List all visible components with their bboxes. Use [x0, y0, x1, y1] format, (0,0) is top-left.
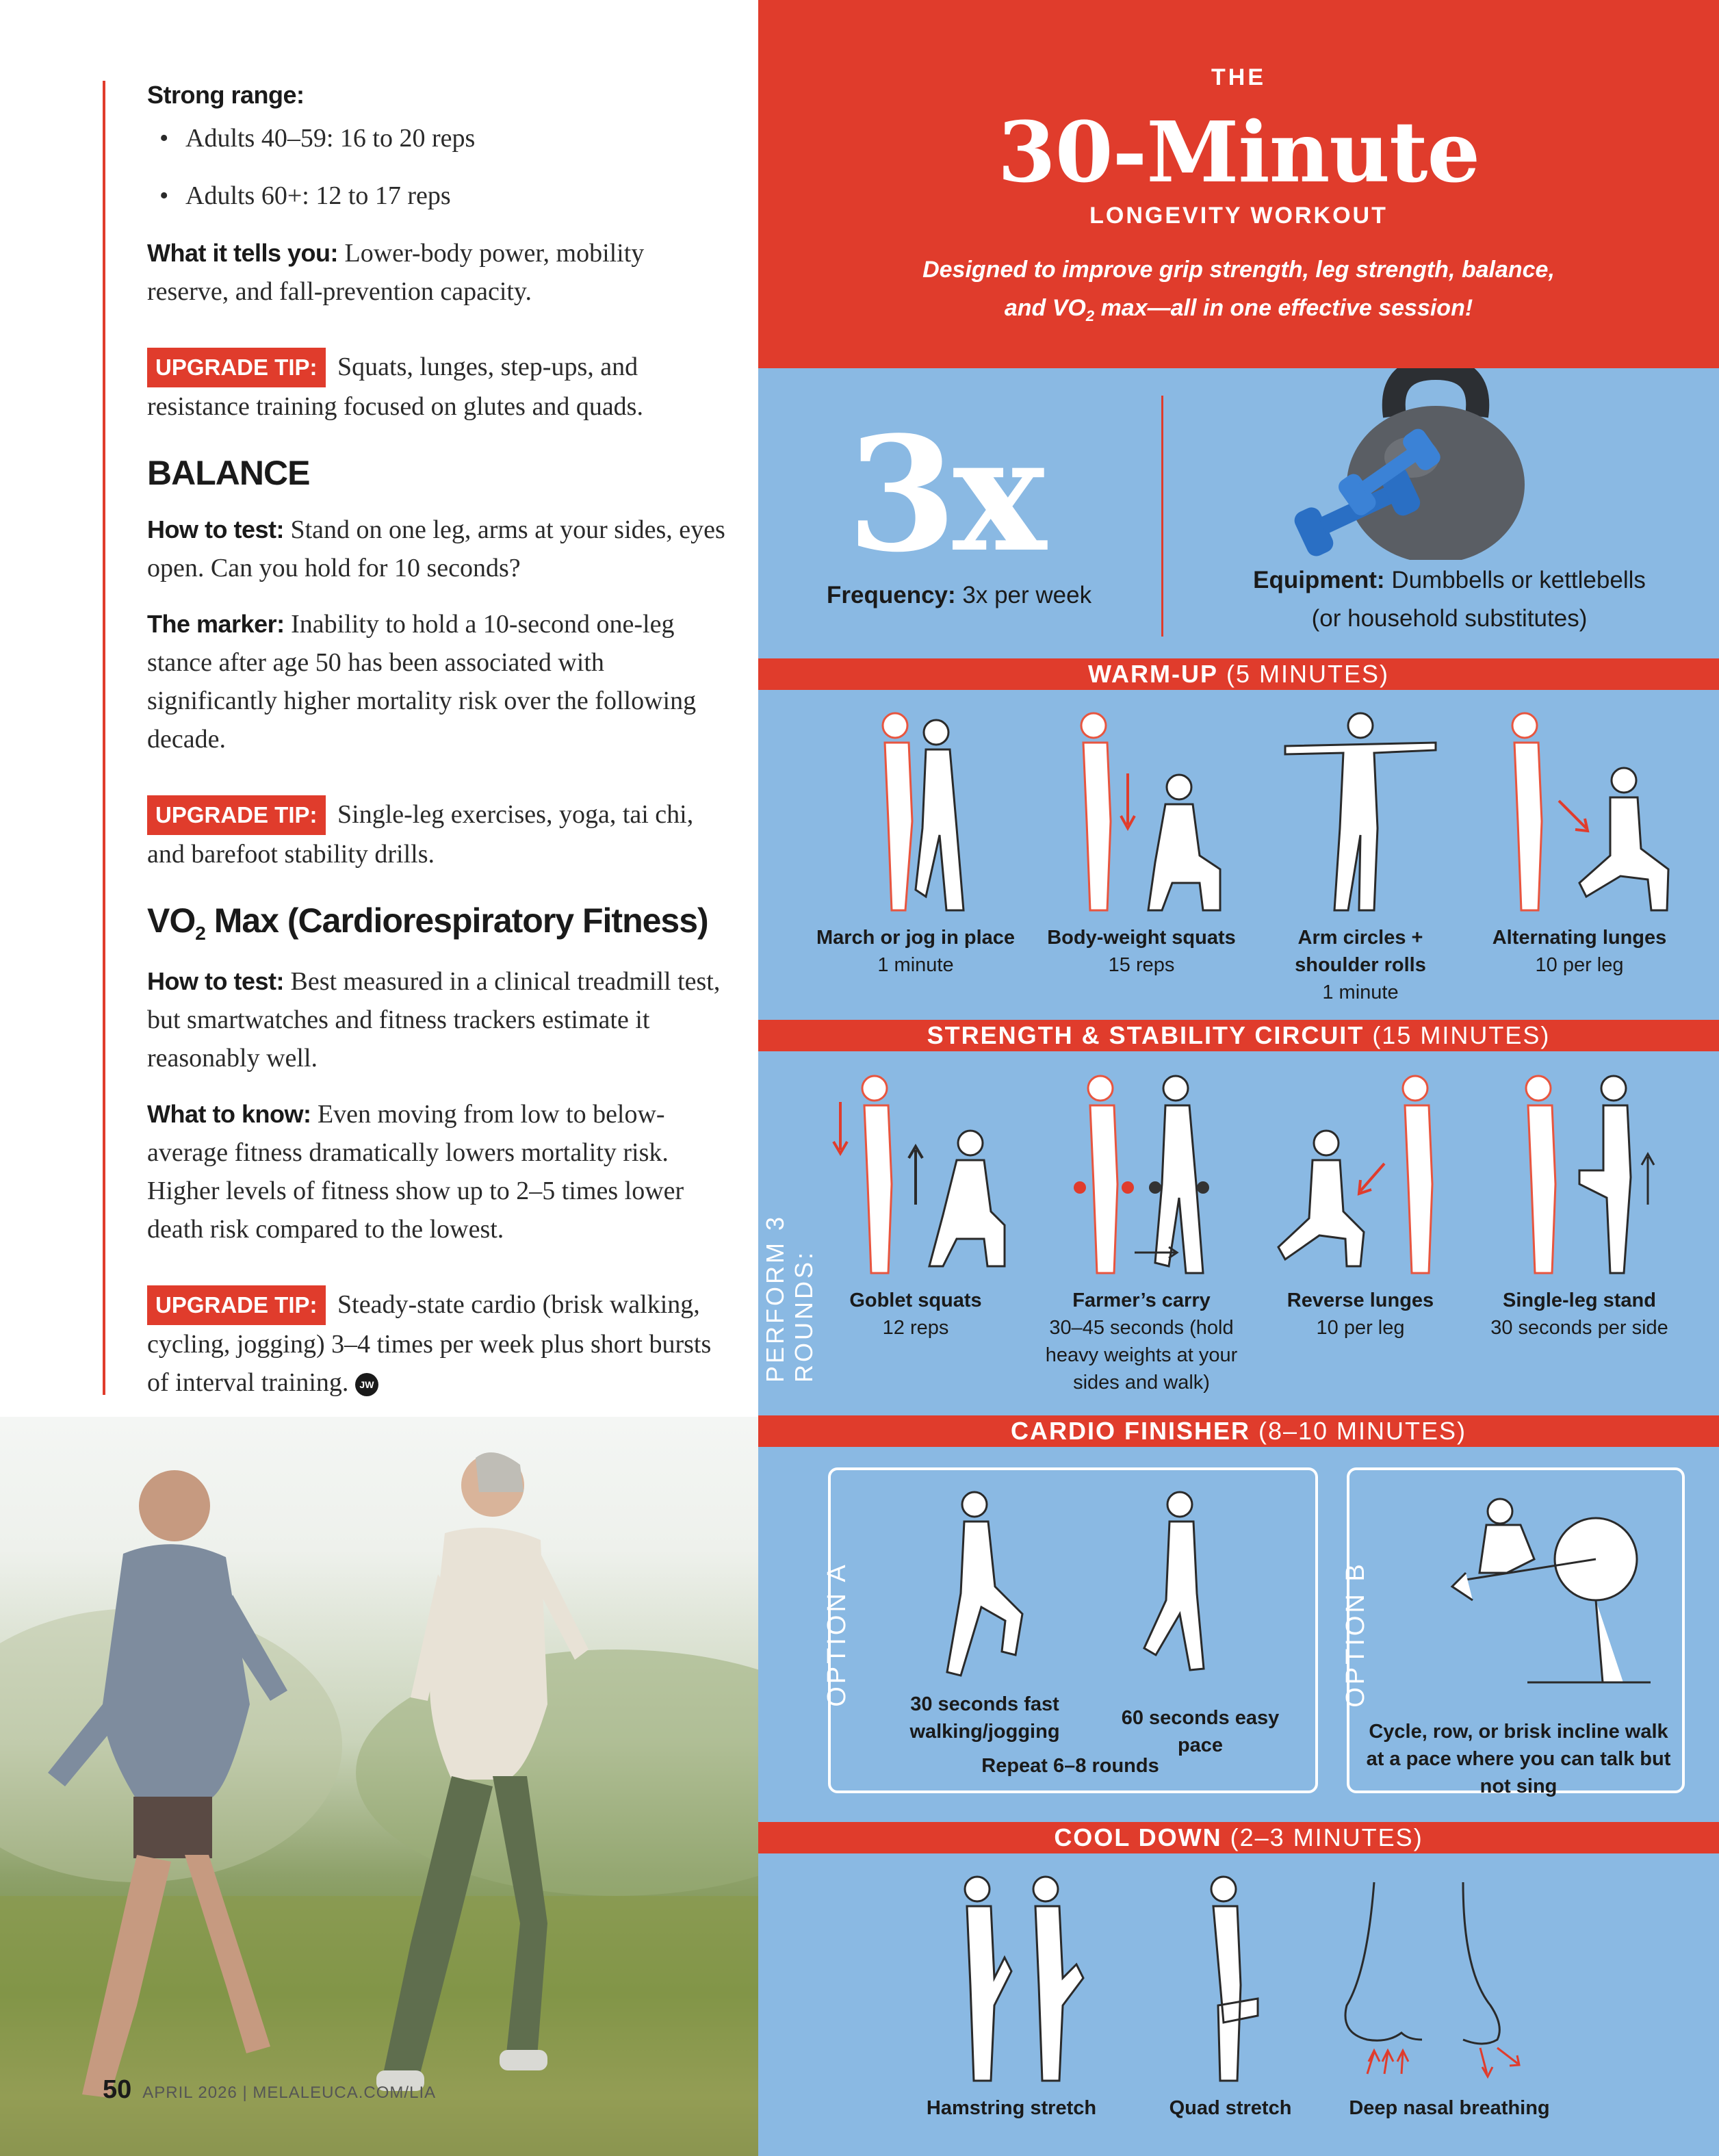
exercise-detail: 1 minute — [877, 954, 954, 976]
option-a-figures-icon — [886, 1484, 1296, 1703]
vo2-how-paragraph — [147, 962, 729, 1077]
footer-issue-text: APRIL 2026 | MELALEUCA.COM/LIA — [142, 2083, 437, 2102]
frequency-label: Frequency: 3x per week — [827, 582, 1092, 608]
left-accent-rule — [103, 81, 105, 1395]
march-figure-icon — [847, 705, 984, 924]
exercise-squats — [1032, 705, 1251, 979]
bike-figure-icon — [1425, 1484, 1657, 1689]
strong-range-list — [147, 119, 729, 215]
upgrade-tip-balance — [147, 795, 729, 873]
frequency-equipment-block — [758, 368, 1719, 657]
option-b-text: Cycle, row, or brisk incline walk at a pace where you can talk but not sing — [1366, 1721, 1671, 1797]
exercise-detail: 10 per leg — [1535, 954, 1624, 976]
option-a-box — [823, 1467, 1318, 1793]
frequency-big-number: 3x — [847, 402, 1043, 587]
single-leg-stand-figure-icon — [1490, 1068, 1668, 1287]
strength-band: STRENGTH & STABILITY CIRCUIT (15 MINUTES) — [758, 1020, 1719, 1051]
what-it-tells-paragraph — [147, 234, 729, 311]
balance-marker-label: The marker: — [147, 610, 285, 638]
header-description — [758, 251, 1719, 335]
upgrade-tip-badge: UPGRADE TIP: — [147, 795, 326, 835]
quad-stretch-figure-icon — [1176, 1869, 1285, 2094]
strong-range-item: • Adults 60+: 12 to 17 reps — [147, 177, 729, 215]
exercise-quad-stretch — [1121, 1869, 1340, 2122]
exercise-name: Hamstring stretch — [926, 2097, 1097, 2119]
what-it-tells-label: What it tells you: — [147, 239, 338, 267]
exercise-detail: 30–45 seconds (hold heavy weights at your sides and walk) — [1045, 1317, 1238, 1394]
farmers-carry-figure-icon — [1052, 1068, 1230, 1287]
perform-rounds-label: PERFORM 3 ROUNDS: — [761, 1214, 818, 1383]
upgrade-tip-cardio — [147, 1285, 729, 1402]
exercise-name: Goblet squats — [849, 1289, 982, 1311]
exercise-name: shoulder rolls — [1295, 954, 1426, 976]
option-a-repeat: Repeat 6–8 rounds — [981, 1755, 1159, 1777]
joggers-photo — [0, 1417, 758, 2156]
exercise-arm-circles — [1251, 705, 1470, 1006]
exercise-name: March or jog in place — [816, 927, 1016, 949]
upgrade-tip-strength — [147, 348, 729, 426]
balance-marker-paragraph — [147, 605, 729, 758]
workout-infographic — [758, 0, 1719, 2156]
exercise-name: Reverse lunges — [1287, 1289, 1434, 1311]
frequency-divider — [1161, 396, 1163, 637]
option-a-step1: 30 seconds fast walking/jogging — [909, 1693, 1060, 1743]
exercise-detail: 12 reps — [882, 1317, 949, 1339]
kettlebell-dumbbell-icon — [1265, 368, 1593, 560]
exercise-name: Body-weight squats — [1047, 927, 1236, 949]
lunge-figure-icon — [1484, 705, 1675, 924]
option-b-box — [1341, 1467, 1685, 1797]
header-title: 30-Minute — [997, 103, 1480, 201]
exercise-reverse-lunges — [1251, 1068, 1470, 1342]
exercise-nasal-breathing — [1319, 1869, 1579, 2122]
exercise-goblet-squats — [806, 1068, 1025, 1342]
page-number: 50 — [103, 2075, 132, 2104]
left-column — [0, 0, 758, 2156]
reverse-lunge-figure-icon — [1265, 1068, 1456, 1287]
exercise-name: Farmer’s carry — [1072, 1289, 1211, 1311]
exercise-single-leg-stand — [1470, 1068, 1689, 1342]
strong-range-item: • Adults 40–59: 16 to 20 reps — [147, 119, 729, 157]
balance-marker-text: Inability to hold a 10-second one-leg stance after age 50 has been associated with significantly higher mortality risk over the following decade. — [147, 610, 697, 754]
exercise-lunges — [1470, 705, 1689, 979]
exercise-name: Arm circles + — [1297, 927, 1423, 949]
workout-header — [758, 0, 1719, 368]
hamstring-stretch-figure-icon — [929, 1869, 1094, 2094]
header-desc-line2: and $VO_2$ max—all in one effective session! — [1004, 295, 1473, 324]
squat-figure-icon — [1052, 705, 1230, 924]
balance-heading: BALANCE — [147, 454, 310, 492]
warmup-band: WARM-UP (5 MINUTES) — [758, 658, 1719, 690]
page-footer — [103, 2075, 436, 2105]
balance-how-label: How to test: — [147, 515, 284, 543]
cardio-band: CARDIO FINISHER (8–10 MINUTES) — [758, 1415, 1719, 1447]
upgrade-tip-text: Squats, lunges, step-ups, and resistance training focused on glutes and quads. — [147, 352, 643, 421]
exercise-name: Alternating lunges — [1492, 927, 1667, 949]
option-a-label: OPTION A — [823, 1562, 851, 1707]
vo2-heading: $VO_2$ Max (Cardiorespiratory Fitness) — [147, 901, 708, 944]
header-desc-line1: Designed to improve grip strength, leg strength, balance, — [922, 257, 1555, 283]
what-it-tells-text: Lower-body power, mobility reserve, and fall-prevention capacity. — [147, 239, 645, 306]
exercise-hamstring-stretch — [902, 1869, 1121, 2122]
exercise-name: Quad stretch — [1169, 2097, 1292, 2119]
vo2-know-text: Even moving from low to below-average fitness dramatically lowers mortality risk. Higher levels of fitness show up to 2–5 times lower death risk compared to the lowest. — [147, 1100, 684, 1244]
exercise-farmers-carry — [1032, 1068, 1251, 1396]
option-a-step2: 60 seconds easy pace — [1121, 1707, 1280, 1756]
exercise-name: Single-leg stand — [1503, 1289, 1656, 1311]
nose-breathing-icon — [1326, 1869, 1573, 2094]
end-mark-icon: JW — [355, 1373, 378, 1396]
vo2-know-paragraph — [147, 1095, 729, 1248]
goblet-squat-figure-icon — [820, 1068, 1011, 1287]
equipment-label: Equipment: Dumbbells or kettlebells (or household substitutes) — [1253, 567, 1646, 632]
balance-how-text: Stand on one leg, arms at your sides, eyes open. Can you hold for 10 seconds? — [147, 515, 725, 582]
left-article-text — [147, 81, 729, 1402]
upgrade-tip-badge: UPGRADE TIP: — [147, 1285, 326, 1325]
joggers-illustration — [0, 1417, 758, 2156]
exercise-detail: 1 minute — [1322, 981, 1399, 1003]
arm-circles-figure-icon — [1271, 705, 1449, 924]
option-b-label: OPTION B — [1341, 1561, 1370, 1708]
upgrade-tip-text: Single-leg exercises, yoga, tai chi, and barefoot stability drills. — [147, 800, 694, 869]
cooldown-band: COOL DOWN (2–3 MINUTES) — [758, 1822, 1719, 1853]
header-subtitle: LONGEVITY WORKOUT — [1089, 203, 1388, 229]
upgrade-tip-text: Steady-state cardio (brisk walking, cycling, jogging) 3–4 times per week plus short bursts of interval training. — [147, 1290, 712, 1397]
vo2-how-text: Best measured in a clinical treadmill test, but smartwatches and fitness trackers estimate it reasonably well. — [147, 967, 721, 1073]
upgrade-tip-badge: UPGRADE TIP: — [147, 348, 326, 387]
exercise-detail: 30 seconds per side — [1490, 1317, 1668, 1339]
vo2-how-label: How to test: — [147, 967, 284, 995]
strong-range-label: Strong range: — [147, 81, 305, 109]
exercise-march — [806, 705, 1025, 979]
vo2-know-label: What to know: — [147, 1100, 311, 1128]
balance-how-paragraph — [147, 511, 729, 587]
header-the: THE — [1211, 64, 1266, 90]
exercise-detail: 10 per leg — [1316, 1317, 1405, 1339]
exercise-detail: 15 reps — [1108, 954, 1175, 976]
exercise-name: Deep nasal breathing — [1349, 2097, 1550, 2119]
